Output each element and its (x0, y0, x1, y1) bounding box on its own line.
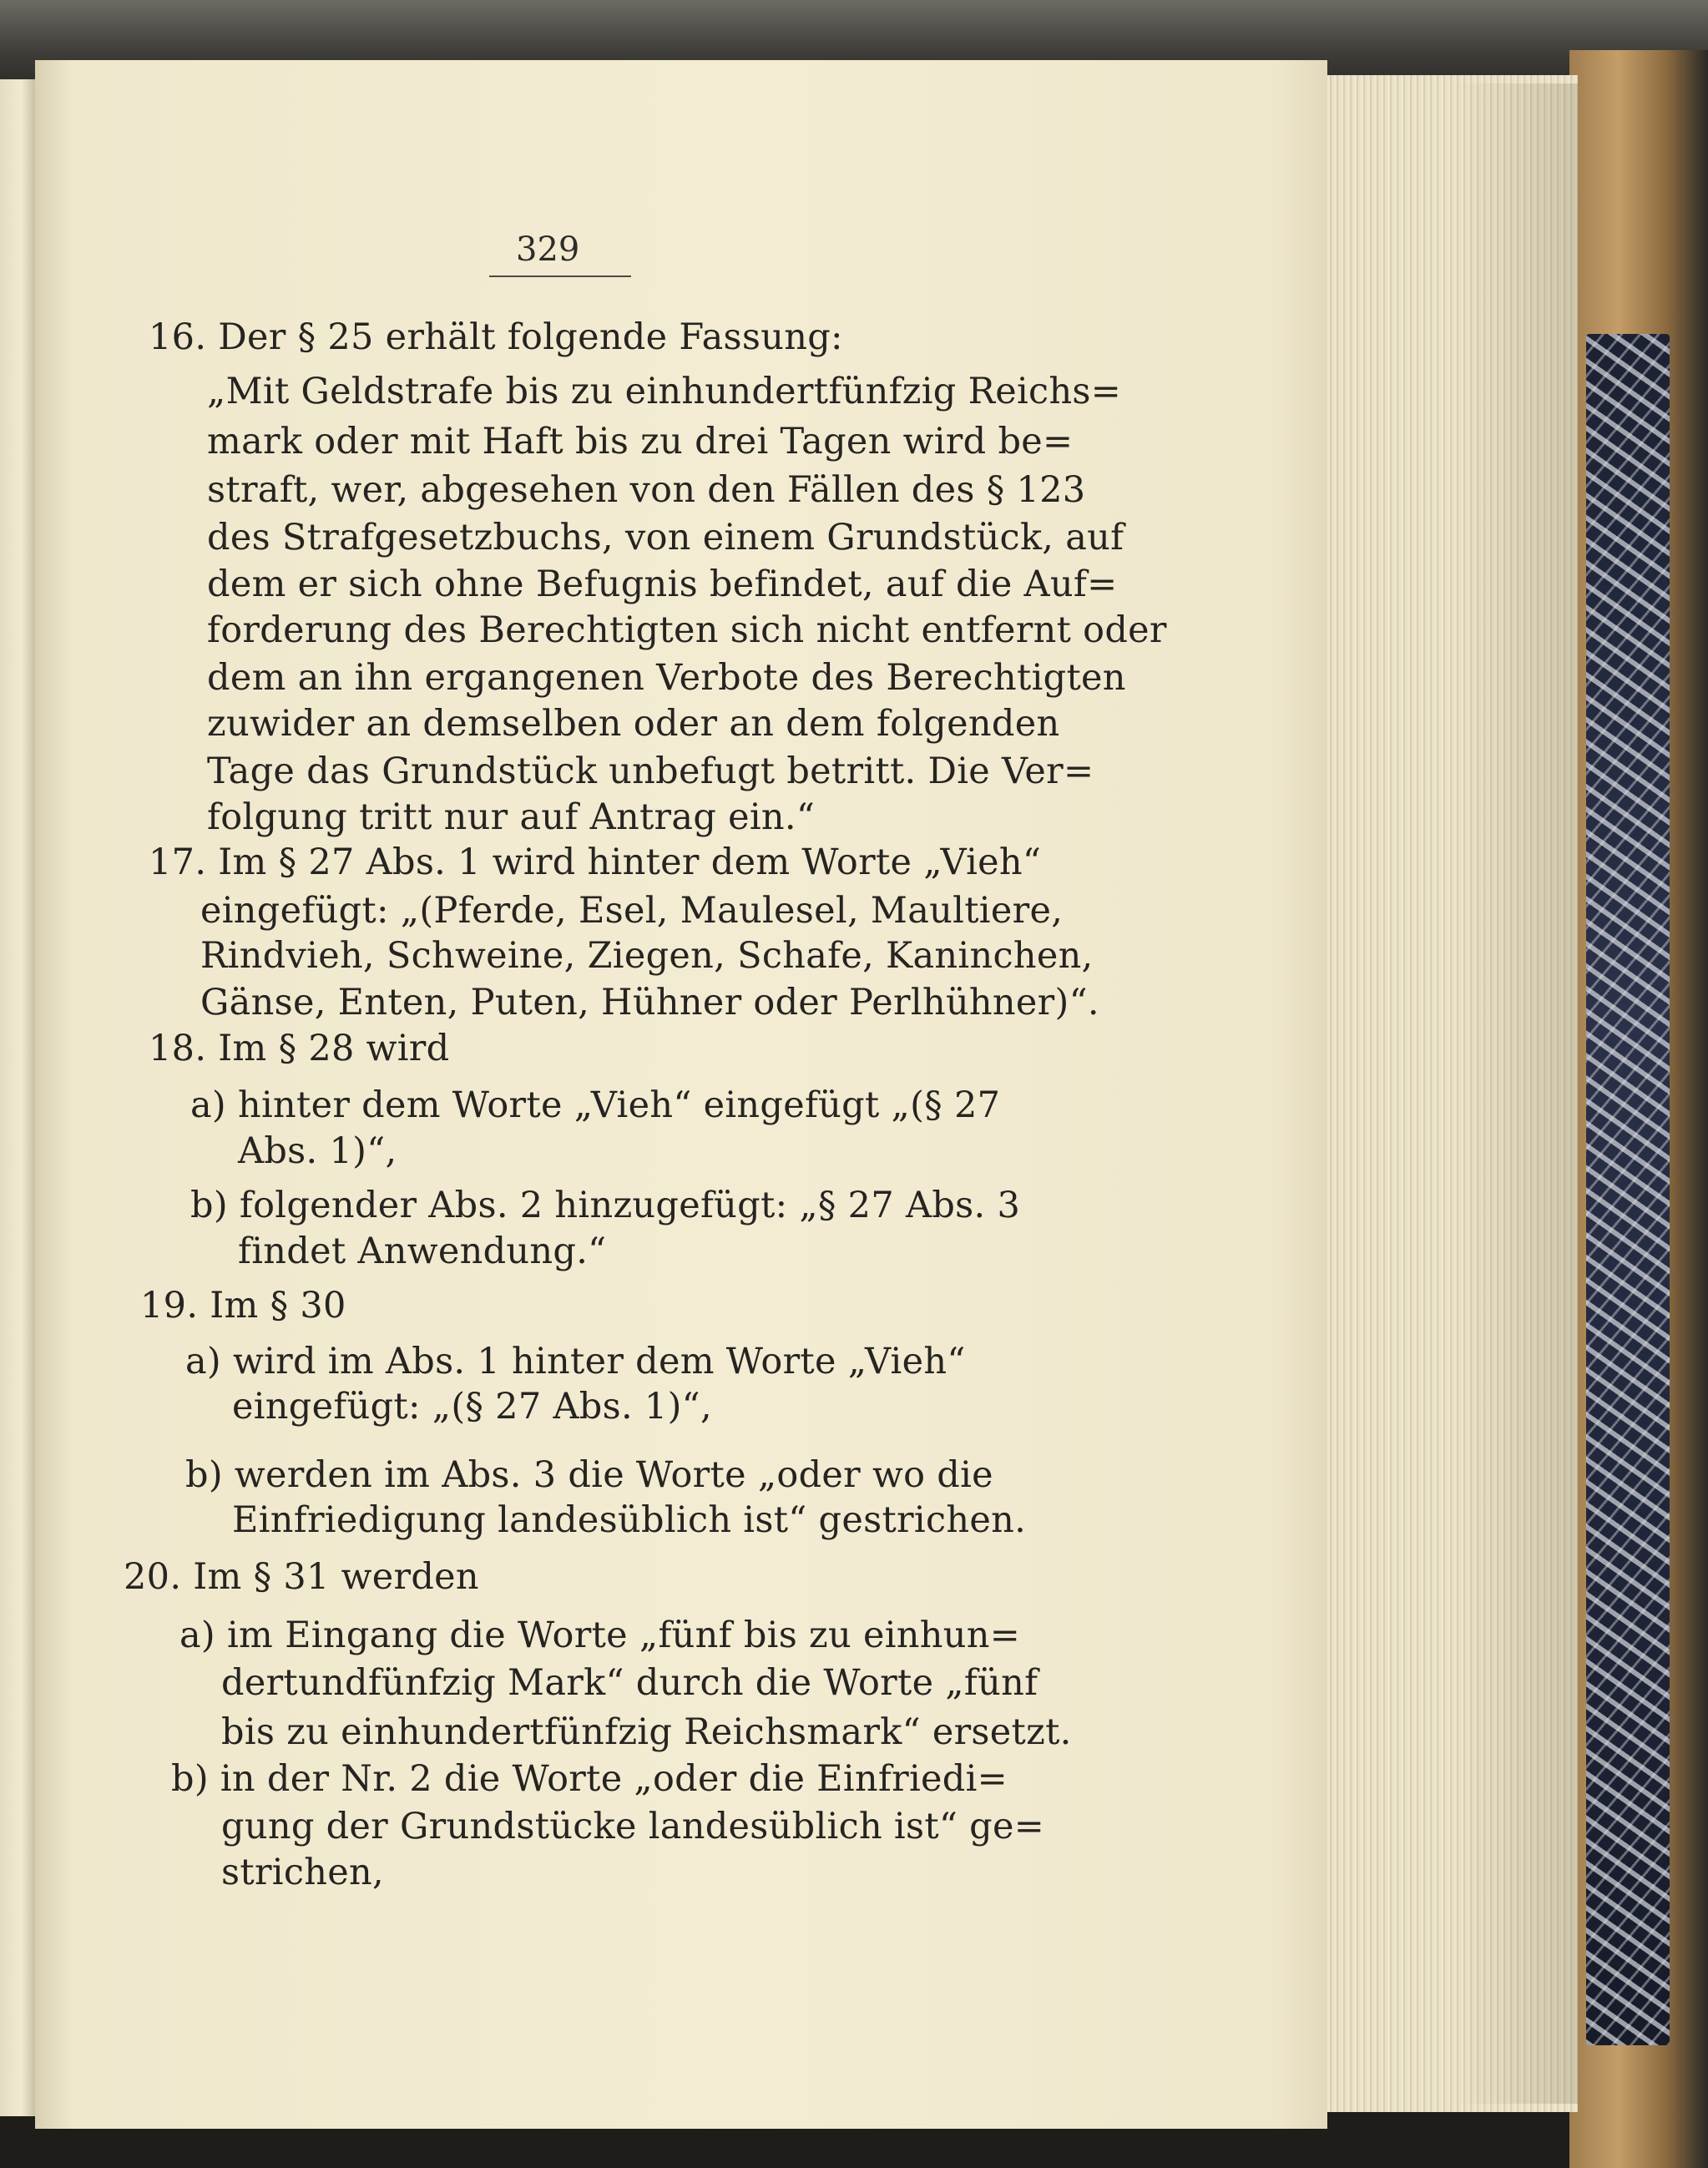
text-line: forderung des Berechtigten sich nicht entfernt oder (207, 609, 1167, 651)
left-page-edge (0, 79, 35, 2116)
text-line: dem an ihn ergangenen Verbote des Berechtigten (207, 657, 1126, 699)
text-line: 18. Im § 28 wird (149, 1028, 450, 1069)
text-line: 17. Im § 27 Abs. 1 wird hinter dem Worte „Vieh“ (149, 841, 1042, 883)
text-line: bis zu einhundertfünfzig Reichsmark“ ersetzt. (221, 1711, 1072, 1753)
text-line: Rindvieh, Schweine, Ziegen, Schafe, Kaninchen, (200, 935, 1094, 977)
text-line: Tage das Grundstück unbefugt betritt. Die Ver= (207, 750, 1094, 792)
text-line: a) hinter dem Worte „Vieh“ eingefügt „(§ 27 (190, 1084, 1001, 1126)
text-line: strichen, (221, 1852, 384, 1893)
text-line: b) in der Nr. 2 die Worte „oder die Einfriedi= (171, 1758, 1008, 1800)
text-line: eingefügt: „(Pferde, Esel, Maulesel, Maultiere, (200, 890, 1064, 932)
text-line: Gänse, Enten, Puten, Hühner oder Perlhühner)“. (200, 982, 1099, 1023)
text-line: Einfriedigung landesüblich ist“ gestrichen. (232, 1499, 1027, 1541)
text-line: 16. Der § 25 erhält folgende Fassung: (149, 316, 843, 358)
text-line: straft, wer, abgesehen von den Fällen des § 123 (207, 469, 1086, 511)
marbled-cover (1586, 334, 1670, 2045)
text-line: „Mit Geldstrafe bis zu einhundertfünfzig Reichs= (207, 371, 1122, 412)
text-line: mark oder mit Haft bis zu drei Tagen wird be= (207, 421, 1074, 462)
text-line: findet Anwendung.“ (238, 1231, 607, 1272)
text-line: b) werden im Abs. 3 die Worte „oder wo die (185, 1454, 993, 1496)
header-rule (489, 275, 631, 277)
text-line: a) wird im Abs. 1 hinter dem Worte „Vieh“ (185, 1341, 966, 1382)
text-line: 19. Im § 30 (140, 1285, 346, 1327)
text-line: des Strafgesetzbuchs, von einem Grundstück, auf (207, 517, 1124, 558)
text-line: 20. Im § 31 werden (124, 1556, 479, 1598)
text-line: eingefügt: „(§ 27 Abs. 1)“, (232, 1386, 712, 1428)
page-number: 329 (516, 230, 580, 269)
text-line: zuwider an demselben oder an dem folgenden (207, 703, 1060, 745)
text-line: dertundfünfzig Mark“ durch die Worte „fünf (221, 1662, 1038, 1704)
text-line: folgung tritt nur auf Antrag ein.“ (207, 796, 816, 838)
text-line: dem er sich ohne Befugnis befindet, auf die Auf= (207, 563, 1118, 605)
page-edges-shadow (1453, 83, 1578, 2104)
text-line: a) im Eingang die Worte „fünf bis zu einhun= (179, 1615, 1021, 1656)
text-line: Abs. 1)“, (238, 1130, 397, 1172)
text-line: b) folgender Abs. 2 hinzugefügt: „§ 27 Abs. 3 (190, 1185, 1021, 1226)
text-line: gung der Grundstücke landesüblich ist“ ge= (221, 1806, 1045, 1847)
